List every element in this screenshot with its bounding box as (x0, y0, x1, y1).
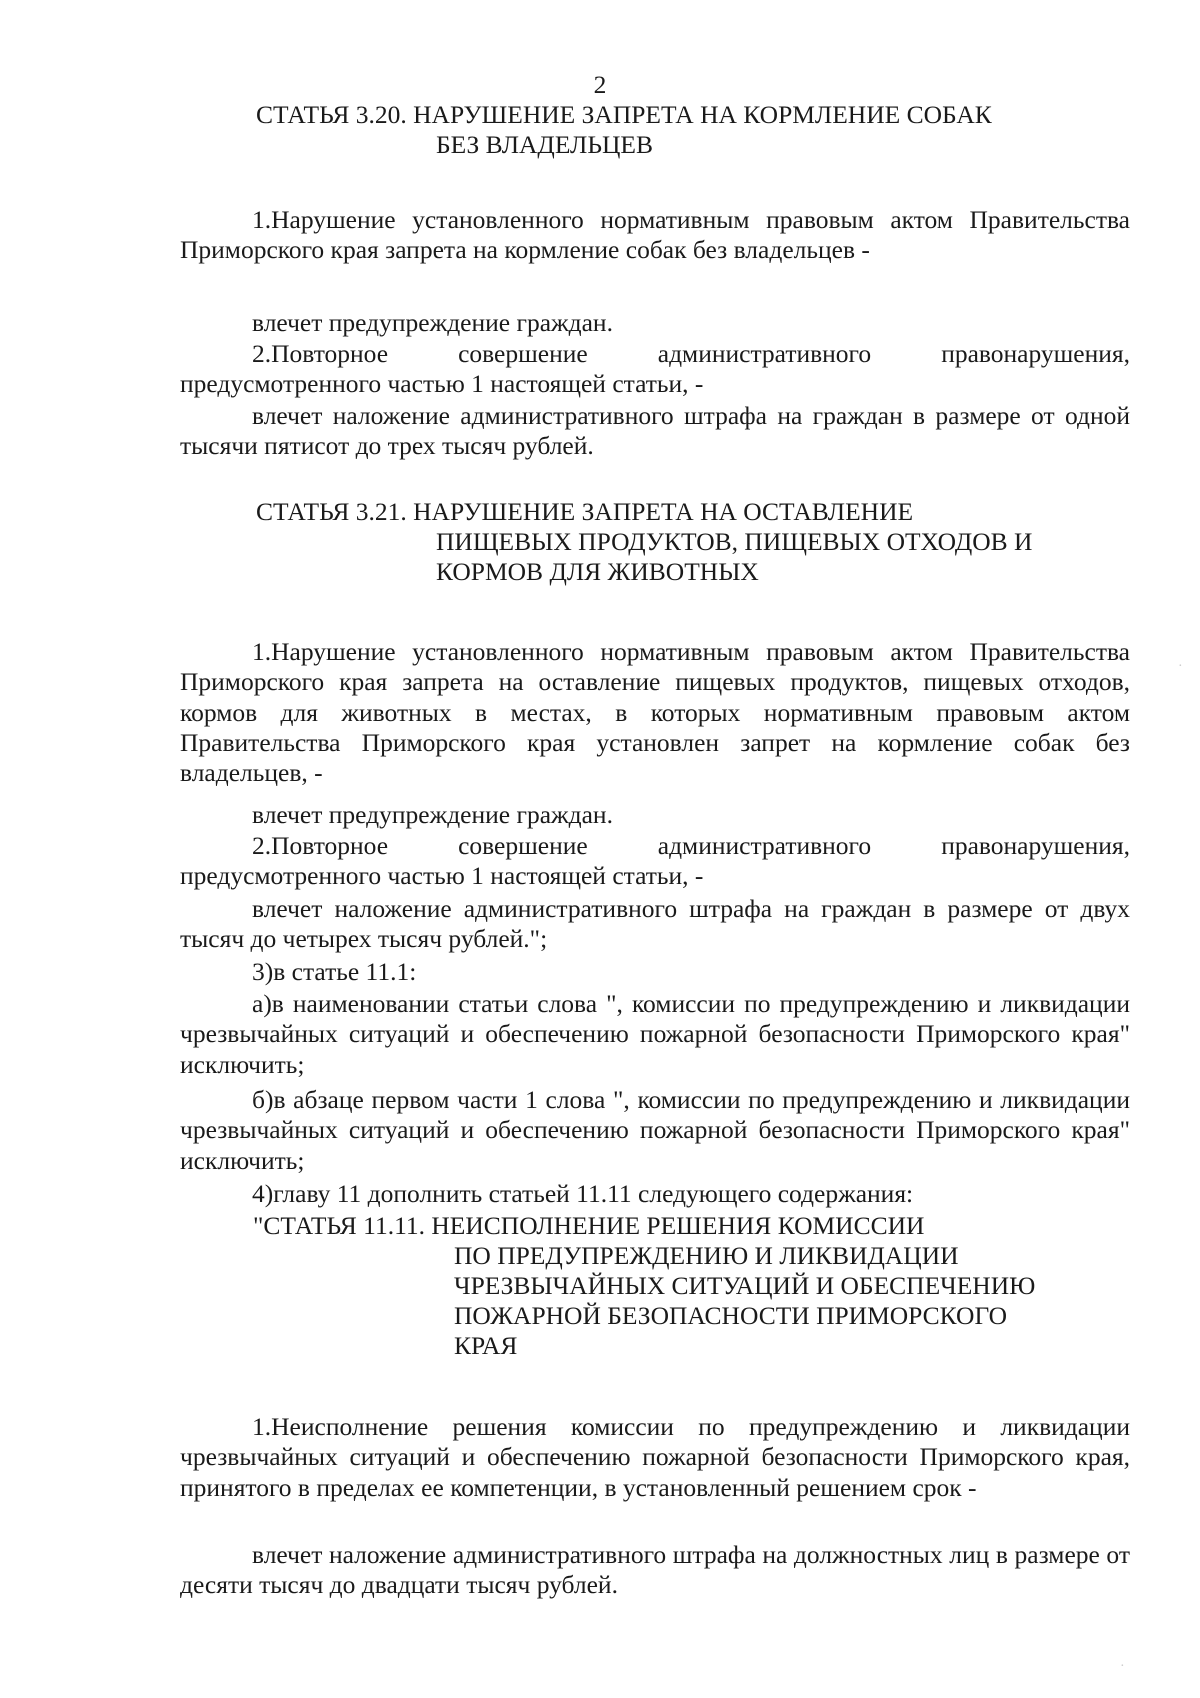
article-3-21-sanction-2: влечет наложение административного штрафа на граждан в размере от двух тысяч до четырех тысяч рублей."; (180, 894, 1130, 954)
amendment-item-3a: а)в наименовании статьи слова ", комиссии по предупреждению и ликвидации чрезвычайных ситуаций и обеспечению пожарной безопасности Приморского края" исключить; (180, 989, 1130, 1079)
article-11-11-part-1: 1.Неисполнение решения комиссии по предупреждению и ликвидации чрезвычайных ситуаций и обеспечению пожарной безопасности Приморского края, принятого в пределах ее компетенции, в установленный решением срок - (180, 1412, 1130, 1502)
article-11-11-heading-line-1: "СТАТЬЯ 11.11. НЕИСПОЛНЕНИЕ РЕШЕНИЯ КОМИССИИ (253, 1211, 925, 1240)
article-11-11-heading-line-5: КРАЯ (454, 1331, 518, 1360)
article-3-20-heading-line-1: СТАТЬЯ 3.20. НАРУШЕНИЕ ЗАПРЕТА НА КОРМЛЕНИЕ СОБАК (256, 100, 992, 129)
amendment-item-4: 4)главу 11 дополнить статьей 11.11 следующего содержания: (252, 1179, 914, 1208)
article-3-20-sanction-1: влечет предупреждение граждан. (252, 308, 613, 337)
article-3-21-part-1: 1.Нарушение установленного нормативным правовым актом Правительства Приморского края запрета на оставление пищевых продуктов, пищевых отходов, кормов для животных в местах, в которых нормативным правовым актом Правительства Приморского края установлен запрет на кормление собак без владельцев, - (180, 637, 1130, 788)
article-11-11-heading (253, 1211, 1035, 1361)
article-3-21-heading-line-1: СТАТЬЯ 3.21. НАРУШЕНИЕ ЗАПРЕТА НА ОСТАВЛЕНИЕ (256, 497, 914, 526)
article-3-21-heading-line-2: ПИЩЕВЫХ ПРОДУКТОВ, ПИЩЕВЫХ ОТХОДОВ И (436, 527, 1033, 556)
article-11-11-heading-line-2: ПО ПРЕДУПРЕЖДЕНИЮ И ЛИКВИДАЦИИ (454, 1241, 959, 1270)
scan-speck: · (1178, 659, 1183, 674)
article-3-20-sanction-2: влечет наложение административного штрафа на граждан в размере от одной тысячи пятисот до трех тысяч рублей. (180, 401, 1130, 461)
article-3-20-part-1: 1.Нарушение установленного нормативным правовым актом Правительства Приморского края запрета на кормление собак без владельцев - (180, 205, 1130, 265)
amendment-item-3b: б)в абзаце первом части 1 слова ", комиссии по предупреждению и ликвидации чрезвычайных ситуаций и обеспечению пожарной безопасности Приморского края" исключить; (180, 1085, 1130, 1175)
amendment-item-3: 3)в статье 11.1: (252, 957, 417, 986)
article-3-20-heading (256, 100, 992, 160)
article-3-21-sanction-1: влечет предупреждение граждан. (252, 800, 613, 829)
article-3-21-part-2: 2.Повторное совершение административного правонарушения, предусмотренного частью 1 настоящей статьи, - (180, 831, 1130, 891)
article-3-21-heading-line-3: КОРМОВ ДЛЯ ЖИВОТНЫХ (436, 557, 759, 586)
article-3-21-heading (256, 497, 1032, 587)
article-11-11-heading-line-3: ЧРЕЗВЫЧАЙНЫХ СИТУАЦИЙ И ОБЕСПЕЧЕНИЮ (454, 1271, 1036, 1300)
article-11-11-sanction: влечет наложение административного штрафа на должностных лиц в размере от десяти тысяч до двадцати тысяч рублей. (180, 1540, 1130, 1600)
article-11-11-heading-line-4: ПОЖАРНОЙ БЕЗОПАСНОСТИ ПРИМОРСКОГО (454, 1301, 1007, 1330)
article-3-20-part-2: 2.Повторное совершение административного правонарушения, предусмотренного частью 1 настоящей статьи, - (180, 339, 1130, 399)
article-3-20-heading-line-2: БЕЗ ВЛАДЕЛЬЦЕВ (436, 130, 653, 159)
scan-speck: · (1120, 1659, 1125, 1674)
page-number: 2 (593, 70, 607, 99)
